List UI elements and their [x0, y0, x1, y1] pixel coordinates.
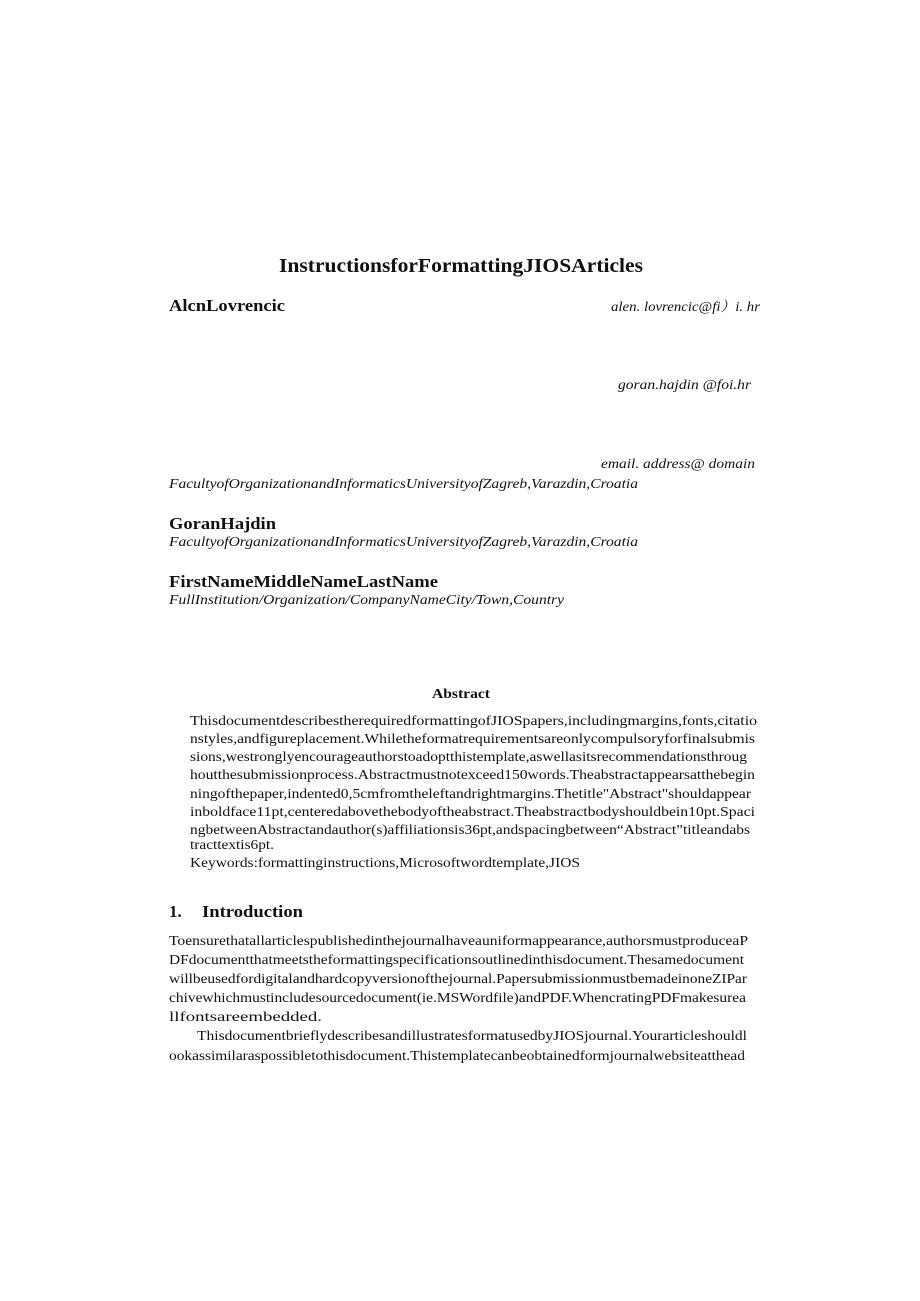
- body-line: willbeusedfordigitalandhardcopyversionofthejournal.PapersubmissionmustbemadeinoneZIPar: [169, 972, 747, 987]
- abstract-line: ngbetweenAbstractandauthor(s)affiliationsis36pt,andspacingbetween“Abstract”titleandabs: [190, 823, 750, 838]
- body-line: DFdocumentthatmeetstheformattingspecificationsoutlinedinthisdocument.Thesamedocument: [169, 953, 744, 968]
- abstract-keywords: Keywords:formattinginstructions,Microsoftwordtemplate,JIOS: [190, 856, 580, 871]
- body-line: chivewhichmustincludesourcedocument(ie.MSWordfile)andPDF.WhencratingPDFmakesurea: [169, 991, 746, 1006]
- body-line: ThisdocumentbrieflydescribesandillustratesformatusedbyJIOSjournal.Yourarticleshouldl: [197, 1029, 747, 1044]
- author-name: AlcnLovrencic: [169, 296, 285, 315]
- paper-title: InstructionsforFormattingJIOSArticles: [279, 255, 643, 277]
- section-number: 1.: [169, 902, 182, 921]
- section-heading: Introduction: [202, 902, 303, 921]
- abstract-line: ningofthepaper,indented0,5cmfromtheleftandrightmargins.Thetitle"Abstract"shouldappear: [190, 787, 751, 802]
- abstract-line: inboldface11pt,centeredabovethebodyoftheabstract.Theabstractbodyshouldbein10pt.Spaci: [190, 805, 755, 820]
- abstract-heading: Abstract: [432, 687, 490, 702]
- abstract-line: tracttextis6pt.: [190, 838, 274, 853]
- author-affiliation: FacultyofOrganizationandInformaticsUniversityofZagreb,Varazdin,Croatia: [169, 477, 638, 492]
- body-line: ookassimilaraspossibletothisdocument.Thistemplatecanbeobtainedformjournalwebsiteatthead: [169, 1049, 745, 1064]
- abstract-line: nstyles,andfigureplacement.Whiletheformatrequirementsareonlycompulsoryforfinalsubmis: [190, 732, 755, 747]
- abstract-line: ThisdocumentdescribestherequiredformattingofJIOSpapers,includingmargins,fonts,citatio: [190, 714, 757, 729]
- author-affiliation: FacultyofOrganizationandInformaticsUniversityofZagreb,Varazdin,Croatia: [169, 535, 638, 550]
- author-name: FirstNameMiddleNameLastName: [169, 572, 438, 591]
- author-email: alen. lovrencic@fi）i. hr: [611, 300, 760, 315]
- author-email: email. address@ domain: [601, 457, 755, 472]
- abstract-line: houtthesubmissionprocess.Abstractmustnotexceed150words.Theabstractappearsatthebegin: [190, 768, 755, 783]
- abstract-line: sions,westronglyencourageauthorstoadoptthistemplate,aswellasitsrecommendationsthroug: [190, 750, 747, 765]
- author-affiliation: FullInstitution/Organization/CompanyNameCity/Town,Country: [169, 593, 564, 608]
- body-line: llfontsareembedded.: [169, 1010, 322, 1025]
- author-name: GoranHajdin: [169, 514, 276, 533]
- author-email: goran.hajdin @foi.hr: [618, 378, 751, 393]
- body-line: Toensurethatallarticlespublishedinthejournalhaveauniformappearance,authorsmustproduceaP: [169, 934, 748, 949]
